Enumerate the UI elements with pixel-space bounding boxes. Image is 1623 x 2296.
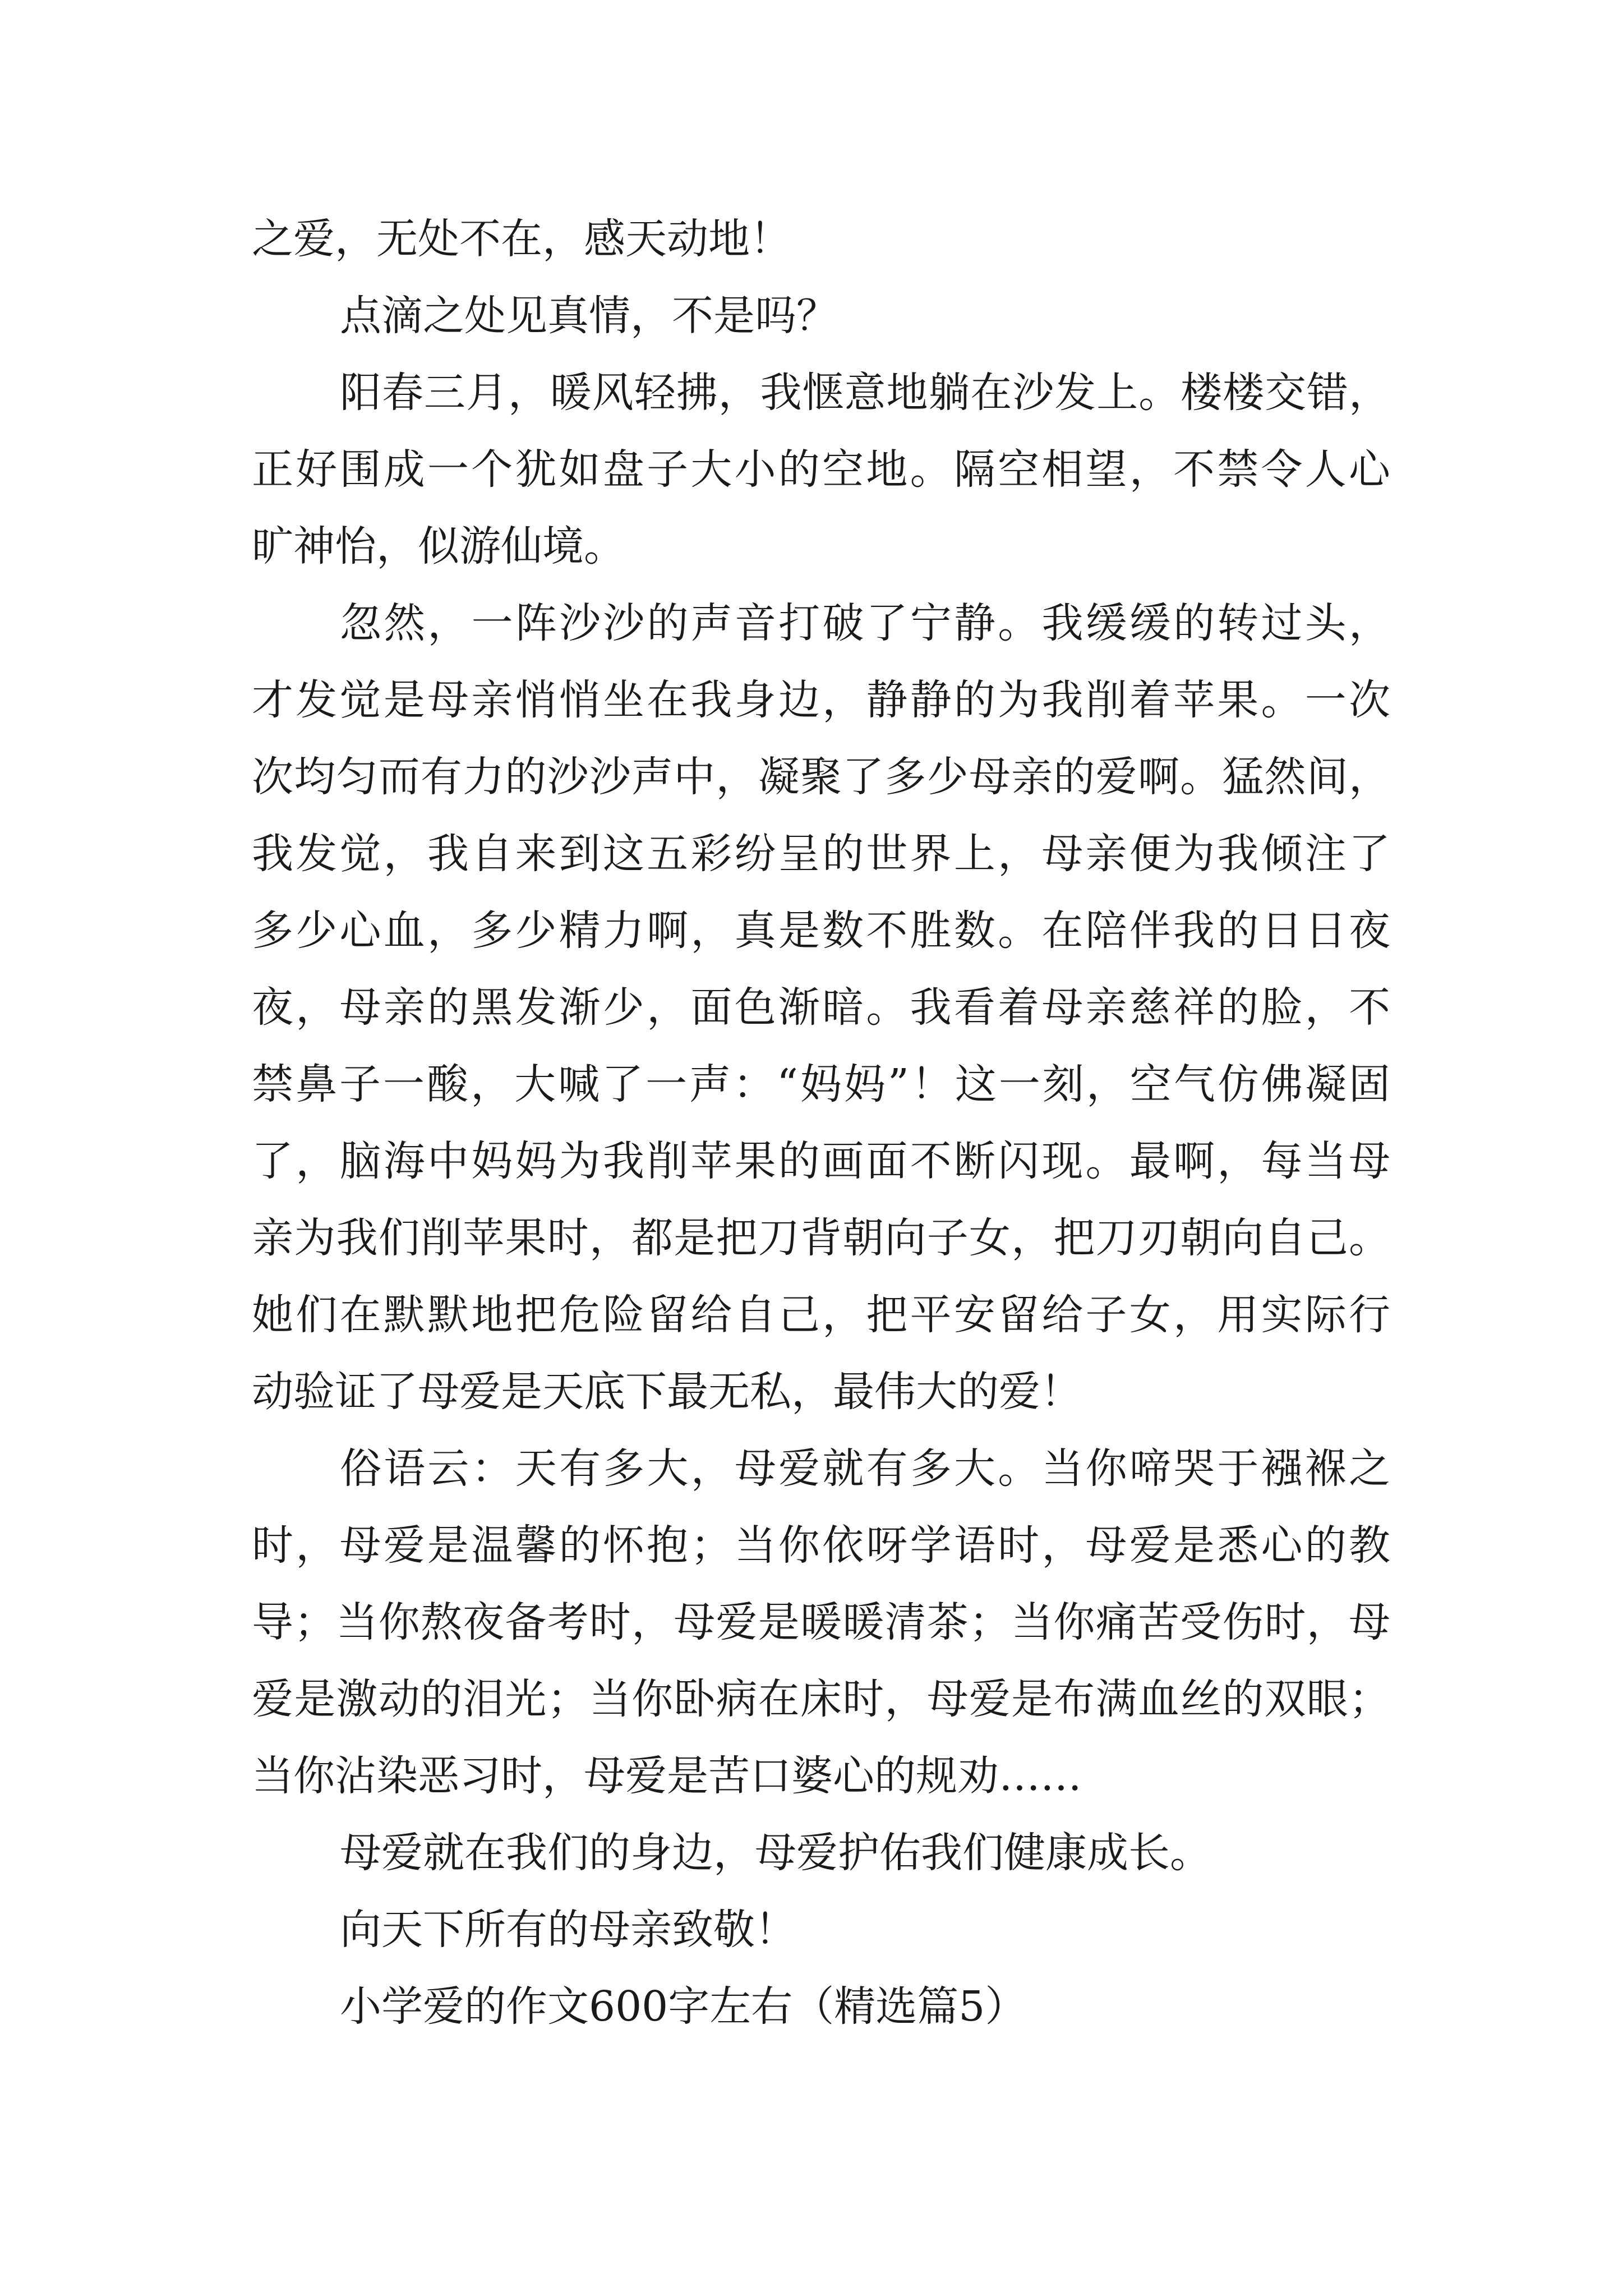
text-line: 旷神怡，似游仙境。 — [252, 522, 625, 570]
heading-line: 小学爱的作文600字左右（精选篇5） — [340, 1982, 1027, 2031]
text-line: 正好围成一个犹如盘子大小的空地。隔空相望，不禁令人心 — [252, 445, 1390, 494]
text-line: 亲为我们削苹果时，都是把刀背朝向子女，把刀刃朝向自己。 — [252, 1214, 1390, 1262]
text-line: 爱是激动的泪光；当你卧病在床时，母爱是布满血丝的双眼； — [252, 1675, 1390, 1723]
text-line: 禁鼻子一酸，大喊了一声：“妈妈”！这一刻，空气仿佛凝固 — [252, 1060, 1390, 1108]
text-line: 俗语云：天有多大，母爱就有多大。当你啼哭于襁褓之 — [340, 1444, 1390, 1493]
text-line: 多少心血，多少精力啊，真是数不胜数。在陪伴我的日日夜 — [252, 907, 1390, 955]
text-line: 时，母爱是温馨的怀抱；当你依呀学语时，母爱是悉心的教 — [252, 1521, 1390, 1570]
text-line: 阳春三月，暖风轻拂，我惬意地躺在沙发上。楼楼交错， — [340, 369, 1390, 417]
paragraph — [252, 585, 1390, 1430]
paragraph — [252, 1815, 1390, 1892]
text-line: 母爱就在我们的身边，母爱护佑我们健康成长。 — [340, 1829, 1211, 1877]
text-line: 点滴之处见真情，不是吗？ — [340, 292, 838, 340]
text-line: 向天下所有的母亲致敬！ — [340, 1906, 796, 1954]
text-line: 她们在默默地把危险留给自己，把平安留给子女，用实际行 — [252, 1291, 1390, 1339]
text-line: 才发觉是母亲悄悄坐在我身边，静静的为我削着苹果。一次 — [252, 676, 1390, 724]
paragraph — [252, 1892, 1390, 1968]
text-line: 夜，母亲的黑发渐少，面色渐暗。我看着母亲慈祥的脸，不 — [252, 983, 1390, 1032]
paragraph — [252, 355, 1390, 585]
paragraph-continuation — [252, 201, 1390, 278]
text-line: 了，脑海中妈妈为我削苹果的画面不断闪现。最啊，每当母 — [252, 1137, 1390, 1185]
text-line: 我发觉，我自来到这五彩纷呈的世界上，母亲便为我倾注了 — [252, 830, 1390, 878]
section-heading — [252, 1968, 1390, 2045]
text-line: 次均匀而有力的沙沙声中，凝聚了多少母亲的爱啊。猛然间， — [252, 753, 1390, 801]
paragraph — [252, 278, 1390, 355]
text-line: 动验证了母爱是天底下最无私，最伟大的爱！ — [252, 1368, 1082, 1416]
text-line: 当你沾染恶习时，母爱是苦口婆心的规劝…… — [252, 1752, 1082, 1800]
paragraph — [252, 1430, 1390, 1815]
text-line: 导；当你熬夜备考时，母爱是暖暖清茶；当你痛苦受伤时，母 — [252, 1598, 1390, 1646]
text-line: 之爱，无处不在，感天动地！ — [252, 215, 791, 263]
document-body — [252, 201, 1390, 2045]
text-line: 忽然，一阵沙沙的声音打破了宁静。我缓缓的转过头， — [340, 599, 1390, 647]
